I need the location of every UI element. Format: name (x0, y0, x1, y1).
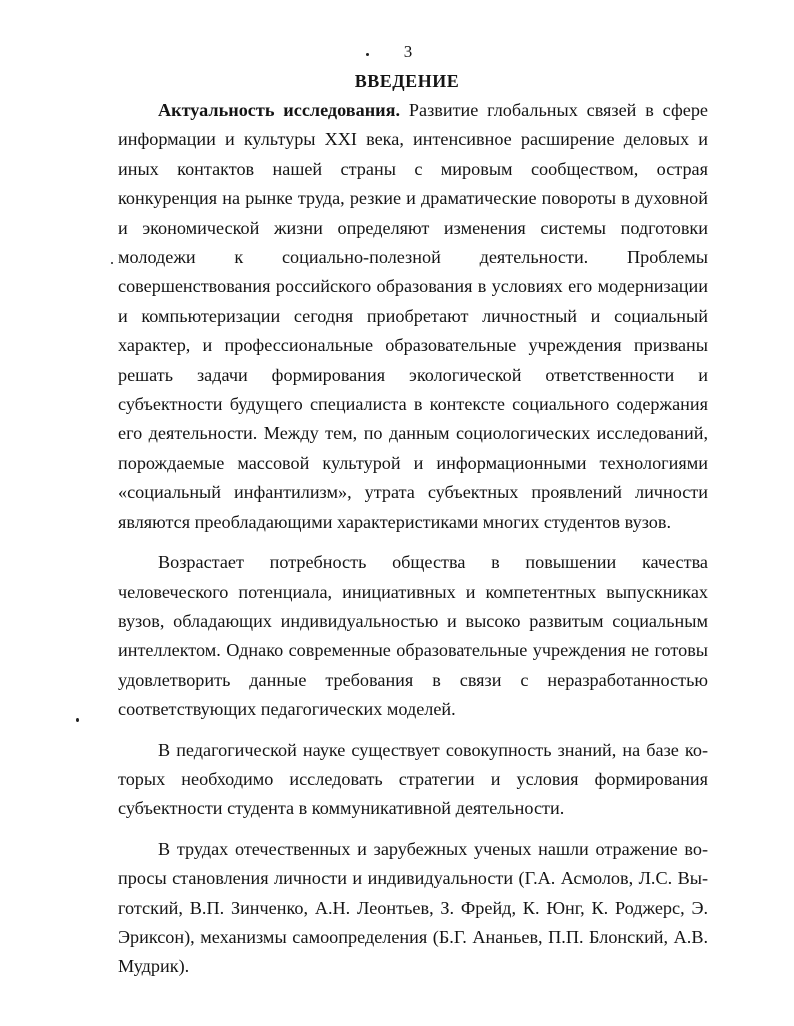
paragraph-text: Развитие глобальных связей в сфере информации и культуры XXI века, интенсивное расширение деловых и иных контактов нашей страны с мировым сообществом, острая конкуренция на рынке труда, резкие и драматические повороты в духовной и экономической жизни определяют изменения системы подготовки молодежи к социально-полезной деятельности. Проблемы совершенствования российского образования в условиях его модернизации и компьютеризации сегодня приобретают личностный и социальный характер, и профессиональные образовательные учреждения призваны решать задачи формирования экологической ответственности и субъектности будущего специалиста в контексте социального содержания его деятельности. Между тем, по данным социологических исследований, порождаемые массовой культурой и информационными технологиями «социальный инфантилизм», утрата субъектных проявлений личности являются преобладающими характеристиками многих студентов вузов. (118, 100, 708, 532)
document-body (118, 96, 708, 993)
paragraph-text: В педагогической науке существует совокупность знаний, на базе которых необходимо исследовать стратегии и условия формирования субъектности студента в коммуникативной деятельности. (118, 739, 708, 819)
scan-speck (111, 262, 113, 264)
scan-speck (76, 718, 79, 722)
paragraph (118, 548, 708, 724)
paragraph-relevance (118, 96, 708, 537)
paragraph-text: Возрастает потребность общества в повышении качества человеческого потенциала, инициативных и компетентных выпускниках вузов, обладающих индивидуальностью и высоко развитым социальным интеллектом. Однако современные образовательные учреждения не готовы удовлетворить данные требования в связи с неразработанностью соответствующих педагогических моделей. (118, 552, 708, 720)
page-number: 3 (403, 42, 413, 61)
paragraph (118, 835, 708, 982)
relevance-lead-in: Актуальность исследования. (158, 100, 401, 120)
page-title: ВВЕДЕНИЕ (354, 71, 460, 91)
paragraph (118, 736, 708, 824)
paragraph-text: В трудах отечественных и зарубежных ученых нашли отражение вопросы становления личности и индивидуальности (Г.А. Асмолов, Л.С. Выготский, В.П. Зинченко, А.Н. Леонтьев, З. Фрейд, К. Юнг, К. Роджерс, Э. Эриксон), механизмы самоопределения (Б.Г. Ананьев, П.П. Блонский, А.В. Мудрик). (118, 838, 708, 977)
